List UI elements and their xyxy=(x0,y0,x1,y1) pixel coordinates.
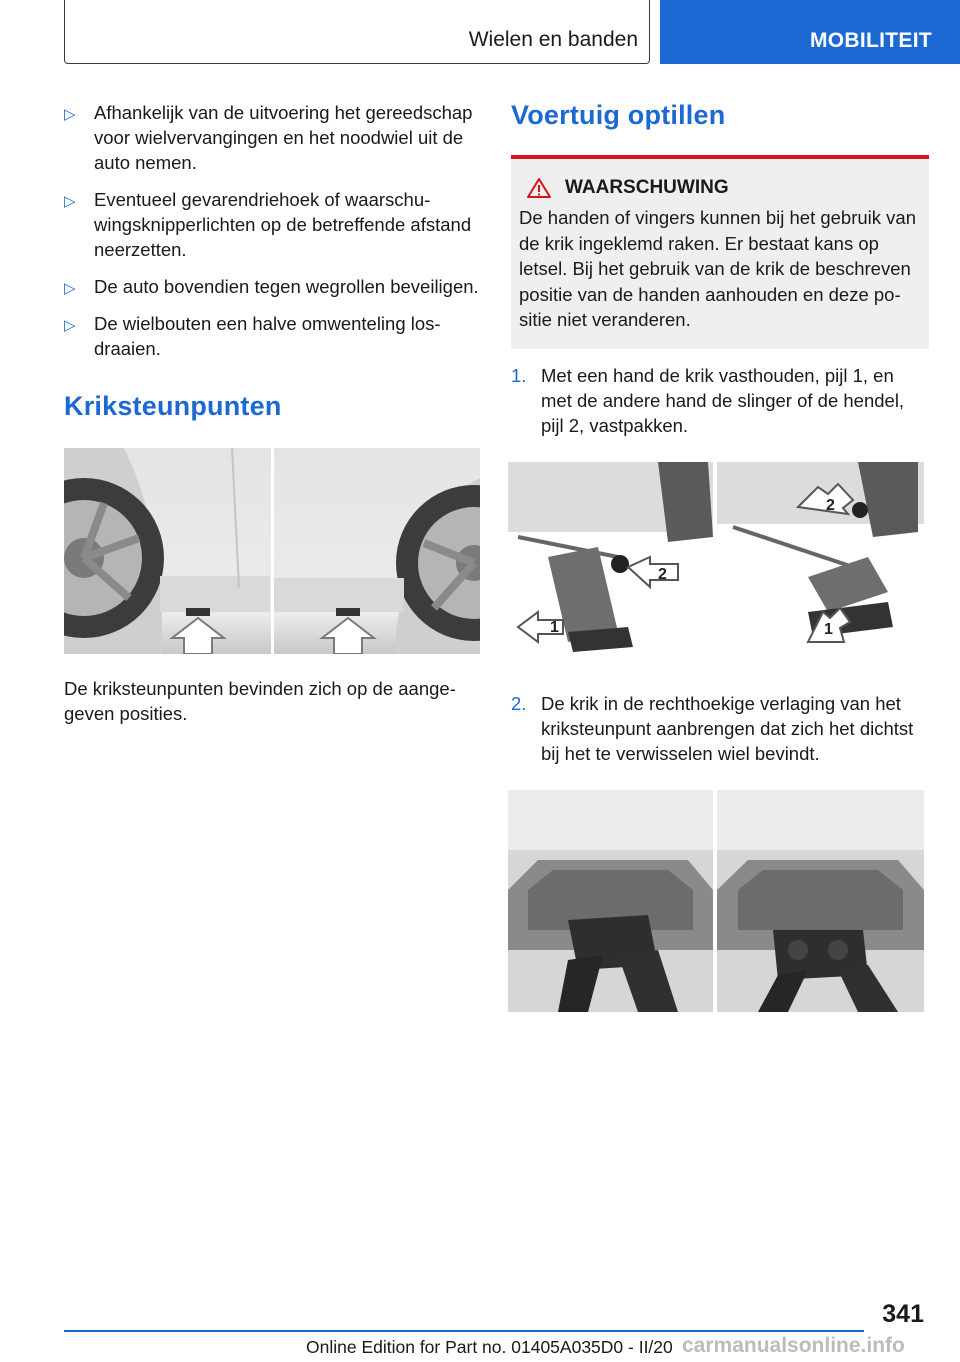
section-heading-jack-points: Kriksteunpunten xyxy=(64,391,282,421)
page-number: 341 xyxy=(882,1300,924,1328)
step-number: 1. xyxy=(511,364,527,386)
arrow-label: 2 xyxy=(658,565,667,583)
jack-handling-photo xyxy=(508,462,924,657)
jack-placement-photo xyxy=(508,790,924,1012)
step-item xyxy=(511,363,929,438)
step-text: De krik in de rechthoekige verlaging van het kriksteunpunt aanbrengen dat zich het dichtst bij het te verwisselen wiel bevindt. xyxy=(541,692,914,764)
triangle-bullet-icon: ▷ xyxy=(64,317,76,334)
warning-triangle-icon xyxy=(527,178,551,198)
chapter-label: MOBILITEIT xyxy=(810,29,932,52)
right-column xyxy=(511,100,929,1012)
triangle-bullet-icon: ▷ xyxy=(64,106,76,123)
steps-list-continued xyxy=(511,691,929,766)
warning-box xyxy=(511,155,929,349)
step-item xyxy=(511,691,929,766)
list-item: ▷ De wielbouten een halve omwenteling losdraaien. xyxy=(64,313,441,359)
jack-points-photo xyxy=(64,448,480,654)
arrow-label: 1 xyxy=(550,618,559,636)
section-heading-lifting: Voertuig optillen xyxy=(511,100,726,130)
list-item: ▷ Eventueel gevarendriehoek of waarschuwingsknipperlichten op de betreffende afstand neerzetten. xyxy=(64,189,472,260)
footer-divider xyxy=(64,1330,864,1332)
chapter-tab[interactable] xyxy=(660,0,960,64)
steps-list xyxy=(511,363,929,438)
step-number: 2. xyxy=(511,692,527,714)
warning-text: De handen of vingers kunnen bij het gebruik van de krik ingeklemd raken. Er bestaat kans op letsel. Bij het gebruik van de krik de beschreven positie van de handen aanhouden en deze positie niet veranderen. xyxy=(519,207,916,330)
section-title: Wielen en banden xyxy=(468,28,638,51)
triangle-bullet-icon: ▷ xyxy=(64,280,76,297)
step-text: Met een hand de krik vasthouden, pijl 1, en met de andere hand de slinger of de hendel, pijl 2, vastpakken. xyxy=(541,364,905,436)
watermark: carmanualsonline.info xyxy=(682,1334,905,1357)
list-item: ▷ De auto bovendien tegen wegrollen beveiligen. xyxy=(64,274,480,299)
warning-title: WAARSCHUWING xyxy=(565,177,729,198)
triangle-bullet-icon: ▷ xyxy=(64,193,76,210)
arrow-label: 2 xyxy=(826,496,835,514)
arrow-label: 1 xyxy=(824,620,833,638)
left-column xyxy=(64,100,480,726)
footer-edition: Online Edition for Part no. 01405A035D0 - II/20 xyxy=(306,1337,673,1357)
list-item: ▷ Afhankelijk van de uitvoering het gereedschap voor wielvervangingen en het noodwiel uit de auto nemen. xyxy=(64,102,473,173)
preparation-list xyxy=(64,100,480,361)
jack-points-caption: De kriksteunpunten bevinden zich op de aangegeven posities. xyxy=(64,678,456,724)
